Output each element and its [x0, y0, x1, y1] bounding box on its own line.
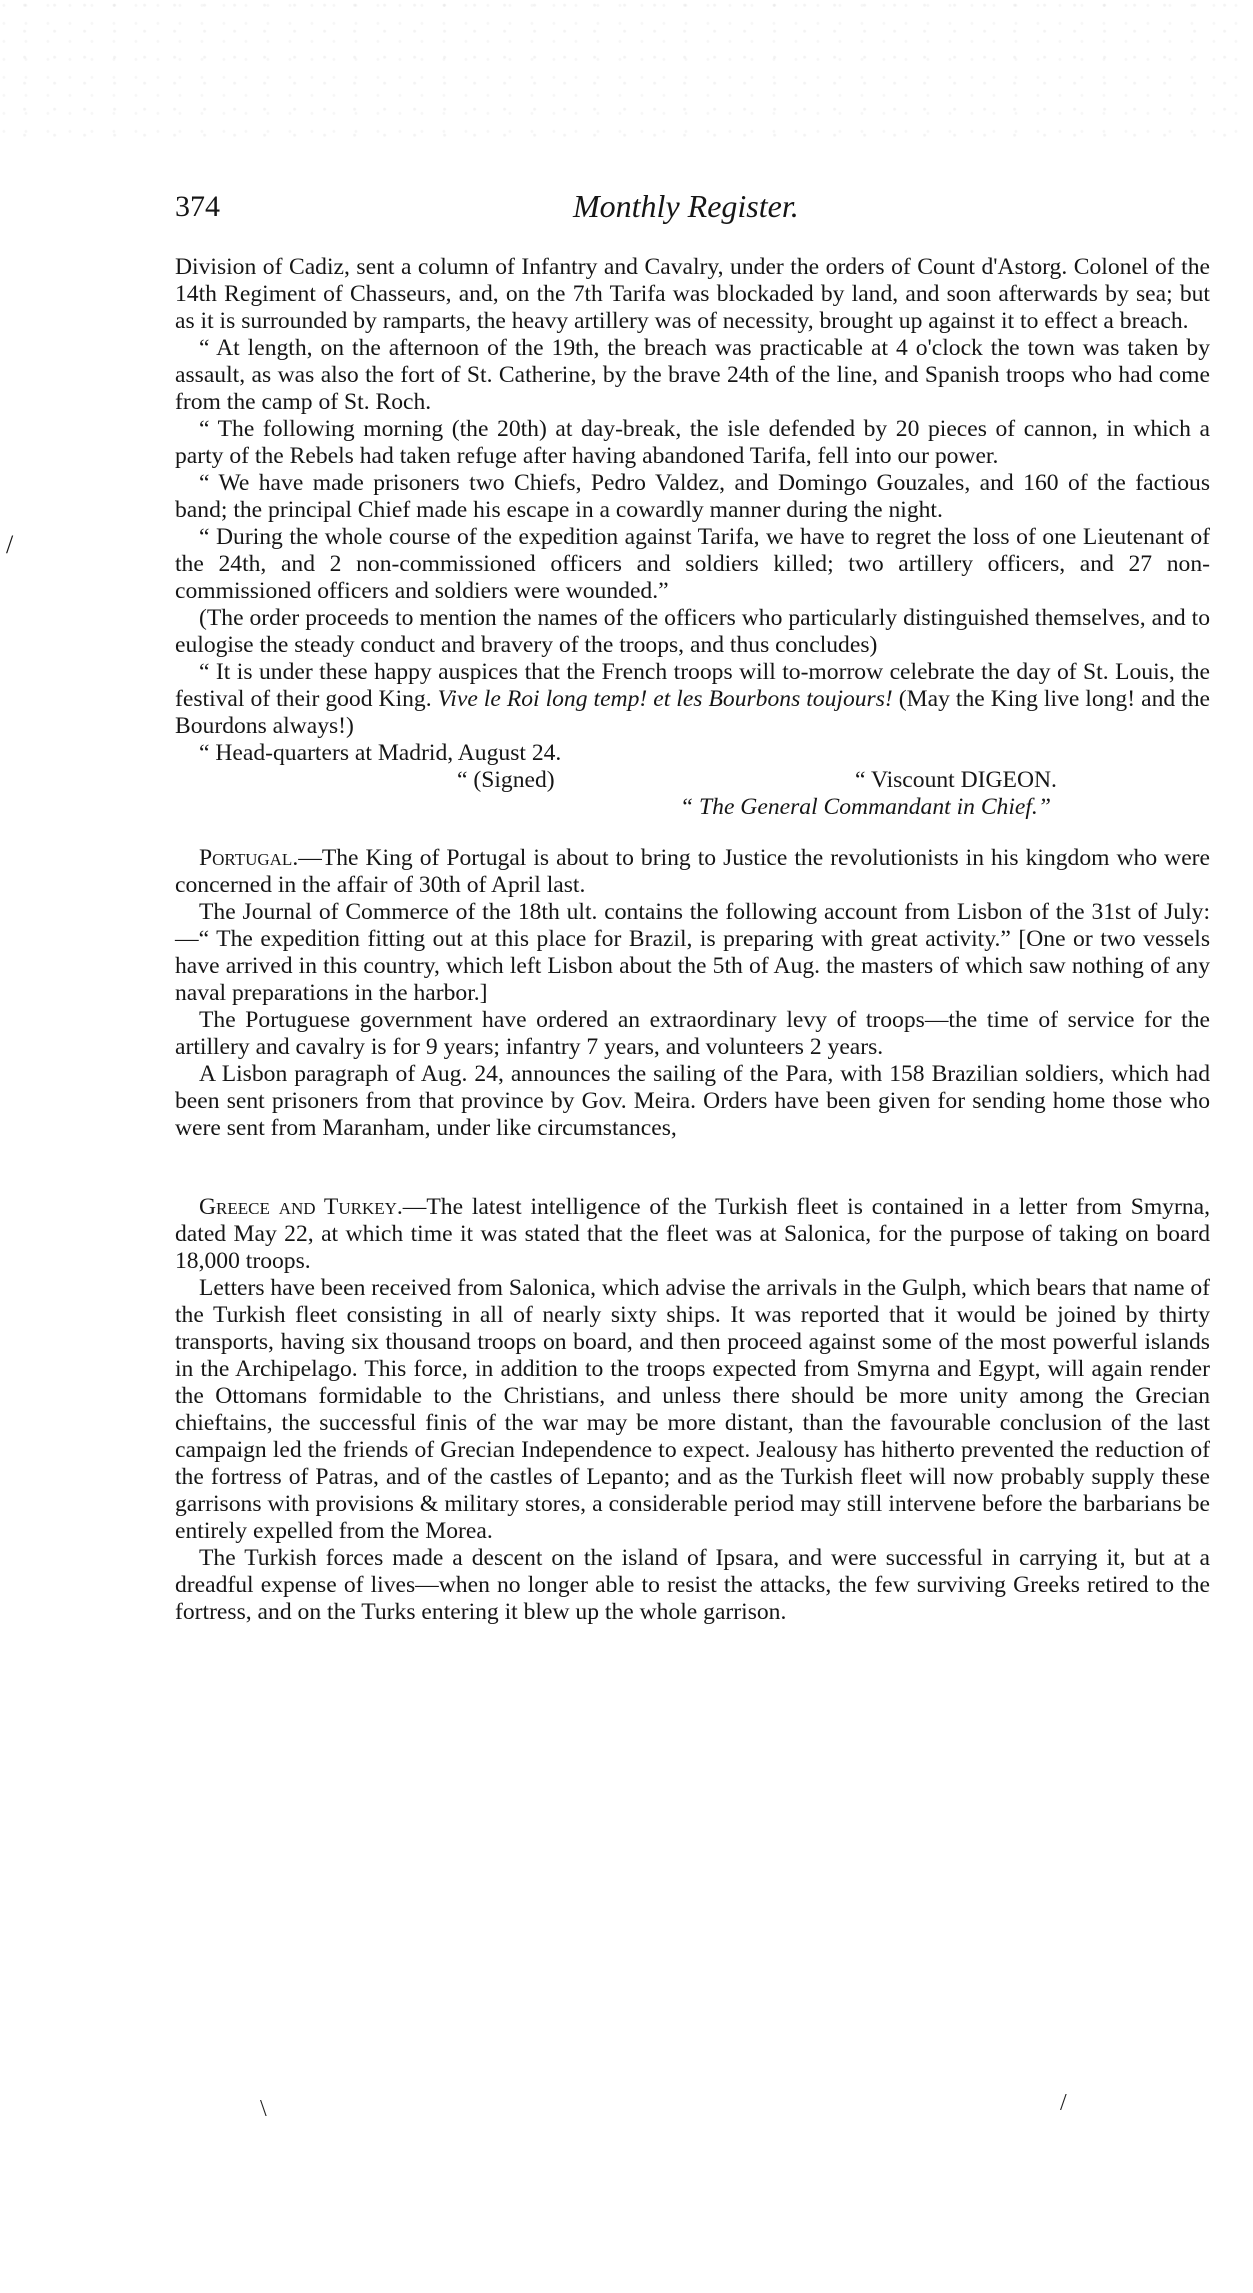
text-run: (May the King live long! and the Bourdons always!)	[175, 686, 1210, 739]
signed-label: “ (Signed)	[457, 767, 555, 793]
text-run: —The latest intelligence of the Turkish fleet is contained in a letter from Smyrna, dated May 22, at which time it was stated that the fleet was at Salonica, for the purpose of taking on board 18,000 troops.	[175, 1194, 1210, 1274]
stray-mark: \	[260, 2096, 267, 2122]
page	[175, 184, 1210, 1626]
section-gap	[175, 821, 1210, 845]
signatory-title: “ The General Commandant in Chief.”	[680, 794, 1051, 820]
text-run: “ It is under these happy auspices that the French troops will to-morrow celebrate the day of St. Louis, the festival of their good King.	[175, 659, 1210, 712]
italic-phrase: Vive le Roi long temp! et les Bourbons toujours!	[437, 686, 893, 712]
paragraph: The Turkish forces made a descent on the island of Ipsara, and were successful in carrying it, but at a dreadful expense of lives—when no longer able to resist the attacks, the few surviving Greeks retired to the fortress, and on the Turks entering it blew up the whole garrison.	[175, 1545, 1210, 1625]
section-heading: Greece and Turkey.	[199, 1194, 403, 1220]
paragraph: The Journal of Commerce of the 18th ult. contains the following account from Lisbon of the 31st of July:—“ The expedition fitting out at this place for Brazil, is preparing with great activity.” [One or two vessels have arrived in this country, which left Lisbon about the 5th of Aug. the masters of which saw nothing of any naval preparations in the harbor.]	[175, 899, 1210, 1006]
signature-line	[175, 767, 1210, 794]
paragraph: Letters have been received from Salonica, which advise the arrivals in the Gulph, which bears that name of the Turkish fleet consisting in all of nearly sixty ships. It was reported that it would be joined by thirty transports, having six thousand troops on board, and then proceed against some of the most powerful islands in the Archipelago. This force, in addition to the troops expected from Smyrna and Egypt, will again render the Ottomans formidable to the Christians, and unless there should be more unity among the Grecian chieftains, the successful finis of the war may be more distant, than the favourable conclusion of the last campaign led the friends of Grecian Independence to expect. Jealousy has hitherto prevented the reduction of the fortress of Patras, and of the castles of Lepanto; and as the Turkish fleet will now probably supply these garrisons with provisions & military stores, a considerable period may still intervene before the barbarians be entirely expelled from the Morea.	[175, 1275, 1210, 1544]
paragraph: “ At length, on the afternoon of the 19th, the breach was practicable at 4 o'clock the town was taken by assault, as was also the fort of St. Catherine, by the brave 24th of the line, and Spanish troops who had come from the camp of St. Roch.	[175, 335, 1210, 415]
running-title: Monthly Register.	[573, 188, 799, 224]
paragraph: (The order proceeds to mention the names of the officers who particularly distinguished themselves, and to eulogise the steady conduct and bravery of the troops, and thus concludes)	[175, 605, 1210, 658]
signatory-name: “ Viscount DIGEON.	[855, 767, 1057, 793]
paragraph: Division of Cadiz, sent a column of Infantry and Cavalry, under the orders of Count d'Astorg. Colonel of the 14th Regiment of Chasseurs, and, on the 7th Tarifa was blockaded by land, and soon afterwards by sea; but as it is surrounded by ramparts, the heavy artillery was of necessity, brought up against it to effect a breach.	[175, 254, 1210, 334]
paragraph-greece	[175, 1194, 1210, 1275]
page-number: 374	[175, 190, 220, 223]
scan-noise	[0, 0, 1253, 140]
page-header	[175, 184, 1210, 232]
paragraph: “ During the whole course of the expedition against Tarifa, we have to regret the loss of one Lieutenant of the 24th, and 2 non-commissioned officers and soldiers killed; two artillery officers, and 27 non-commissioned officers and soldiers were wounded.”	[175, 524, 1210, 604]
paragraph: The Portuguese government have ordered an extraordinary levy of troops—the time of service for the artillery and cavalry is for 9 years; infantry 7 years, and volunteers 2 years.	[175, 1007, 1210, 1060]
section-heading: Portugal.	[199, 845, 299, 871]
signature-line	[175, 794, 1210, 821]
section-gap	[175, 1142, 1210, 1194]
paragraph: “ The following morning (the 20th) at day-break, the isle defended by 20 pieces of cannon, in which a party of the Rebels had taken refuge after having abandoned Tarifa, fell into our power.	[175, 416, 1210, 469]
paragraph-portugal	[175, 845, 1210, 899]
text-run: —The King of Portugal is about to bring to Justice the revolutionists in his kingdom who were concerned in the affair of 30th of April last.	[175, 845, 1210, 898]
headquarters-line: “ Head-quarters at Madrid, August 24.	[199, 740, 562, 766]
stray-mark: /	[1060, 2090, 1067, 2116]
paragraph-st-louis	[175, 659, 1210, 740]
signature-line	[175, 740, 1210, 767]
paragraph: “ We have made prisoners two Chiefs, Pedro Valdez, and Domingo Gouzales, and 160 of the factious band; the principal Chief made his escape in a cowardly manner during the night.	[175, 470, 1210, 523]
stray-mark: /	[6, 530, 14, 559]
paragraph: A Lisbon paragraph of Aug. 24, announces the sailing of the Para, with 158 Brazilian soldiers, which had been sent prisoners from that province by Gov. Meira. Orders have been given for sending home those who were sent from Maranham, under like circumstances,	[175, 1061, 1210, 1141]
